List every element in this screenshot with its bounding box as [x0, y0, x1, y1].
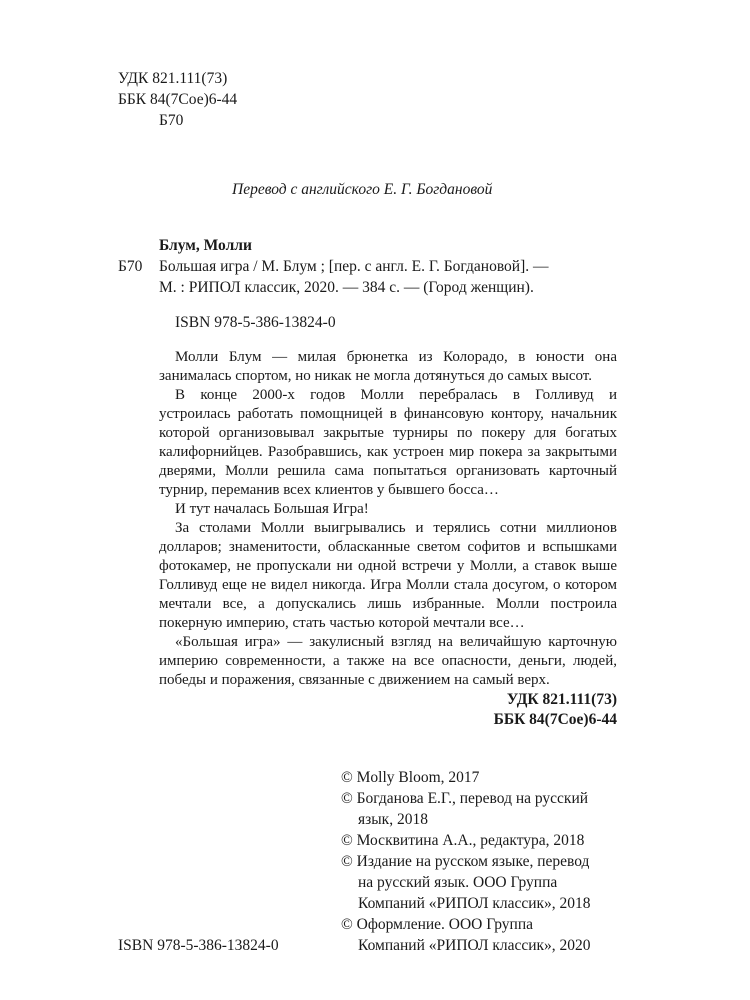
copyright-line: © Издание на русском языке, перевод — [341, 853, 590, 870]
copyright-line: Компаний «РИПОЛ классик», 2018 — [358, 895, 591, 912]
annotation-line: фотокамер, не пропускали ни одной встречи у Молли, а ставок выше — [159, 558, 617, 574]
udk-code: УДК 821.111(73) — [118, 70, 228, 87]
annotation-line: которой организовывал закрытые турниры по покеру для богатых — [159, 425, 617, 441]
copyright-line: © Molly Bloom, 2017 — [341, 769, 480, 786]
annotation-line: И тут началась Большая Игра! — [175, 501, 369, 517]
annotation-line: победы и поражения, связанные с движением на самый верх. — [159, 672, 550, 688]
annotation-line: покерную империю, стать частью которой мечтали все… — [159, 615, 525, 631]
translator-credit: Перевод с английского Е. Г. Богдановой — [232, 181, 493, 198]
copyright-line: язык, 2018 — [358, 811, 428, 828]
copyright-line: © Оформление. ООО Группа — [341, 916, 534, 933]
footer-isbn: ISBN 978-5-386-13824-0 — [118, 937, 279, 954]
bbk-code: ББК 84(7Сое)6-44 — [118, 91, 238, 108]
bbk-bold: ББК 84(7Сое)6-44 — [493, 711, 617, 728]
author-mark: Б70 — [159, 112, 184, 129]
annotation-line: устроилась работать помощницей в финансовую контору, начальник — [159, 406, 617, 422]
entry-title-line-2: М. : РИПОЛ классик, 2020. — 384 с. — (Город женщин). — [159, 279, 534, 296]
udk-bold: УДК 821.111(73) — [506, 691, 617, 708]
copyright-line: © Богданова Е.Г., перевод на русский — [341, 790, 589, 807]
annotation-line: мечтали все, а допускались лишь избранные. Молли построила — [159, 596, 617, 612]
annotation-line: «Большая игра» — закулисный взгляд на величайшую карточную — [175, 634, 617, 650]
entry-isbn: ISBN 978-5-386-13824-0 — [175, 314, 336, 331]
entry-title-line-1: Большая игра / М. Блум ; [пер. с англ. Е. Г. Богдановой]. — — [159, 258, 549, 275]
copyright-line: на русский язык. ООО Группа — [358, 874, 558, 891]
annotation-line: турнир, переманив всех клиентов у бывшего босса… — [159, 482, 499, 498]
copyright-line: © Москвитина А.А., редактура, 2018 — [341, 832, 585, 849]
annotation-line: калифорнийцев. Разобравшись, как устроен мир покера за закрытыми — [159, 444, 617, 460]
annotation-line: занималась спортом, но никак не могла дотянуться до самых высот. — [159, 368, 592, 384]
annotation-line: дверями, Молли решила сама попытаться организовать карточный — [159, 463, 617, 479]
annotation-line: долларов; знаменитости, обласканные светом софитов и вспышками — [159, 539, 617, 555]
annotation-line: В конце 2000-х годов Молли перебралась в Голливуд и — [175, 387, 617, 403]
copyright-line: Компаний «РИПОЛ классик», 2020 — [358, 937, 591, 954]
annotation-line: За столами Молли выигрывались и терялись сотни миллионов — [175, 520, 617, 536]
annotation-line: Молли Блум — милая брюнетка из Колорадо, в юности она — [175, 349, 617, 365]
entry-code: Б70 — [118, 258, 143, 275]
entry-author: Блум, Молли — [159, 237, 252, 254]
annotation-line: империю современности, а также на все опасности, деньги, людей, — [159, 653, 617, 669]
annotation-line: Голливуд еще не видел никогда. Игра Молли стала досугом, о котором — [159, 577, 617, 593]
